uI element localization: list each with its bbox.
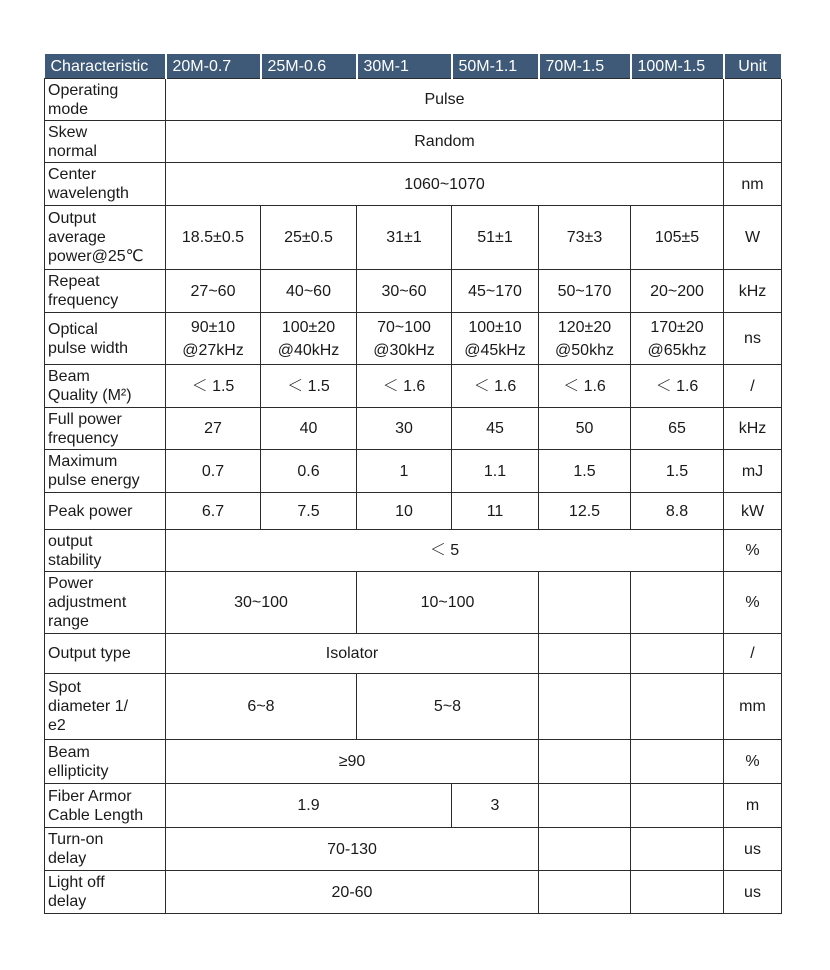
table-row [45,79,782,121]
unit-cell: % [724,530,782,572]
row-label-line: range [48,613,89,630]
row-label-line: wavelength [48,185,129,202]
unit-cell: / [724,634,782,674]
table-row [45,674,782,740]
value-cell: 30~60 [357,270,452,313]
row-label-line: Skew [48,123,88,141]
value-cell [631,871,724,914]
row-label [45,313,166,365]
row-label-line: Maximum [48,453,118,470]
unit-cell: / [724,365,782,408]
value-cell: 27 [166,408,261,450]
row-label-line: Light off [48,874,105,891]
value-cell [539,871,631,914]
unit-cell: mm [724,674,782,740]
value-cell: 1.5 [539,450,631,493]
row-label [45,450,166,493]
value-cell: 45 [452,408,539,450]
value-cell: 25±0.5 [261,206,357,270]
row-label-line: Center [48,166,97,183]
value-cell: ＜ 1.6 [539,365,631,408]
row-label-line: Optical [48,320,98,338]
row-label-line: Power [48,575,94,592]
row-label [45,572,166,634]
unit-cell: us [724,871,782,914]
unit-cell: ns [724,313,782,365]
header-model: 70M-1.5 [539,54,631,79]
value-cell: 30 [357,408,452,450]
value-cell: 51±1 [452,206,539,270]
value-cell: ≥90 [166,740,539,784]
unit-cell [724,121,782,163]
row-label-line: pulse energy [48,472,140,489]
unit-cell: kW [724,493,782,530]
table-row [45,206,782,270]
value-cell: 70~100 @30kHz [357,313,452,365]
value-cell: 27~60 [166,270,261,313]
value-cell [631,572,724,634]
value-cell: 30~100 [166,572,357,634]
value-cell: 12.5 [539,493,631,530]
row-label-line: normal [48,142,97,160]
value-cell: 6~8 [166,674,357,740]
row-label-line: stability [48,551,102,569]
value-cell: 10~100 [357,572,539,634]
value-cell: 6.7 [166,493,261,530]
value-cell [539,634,631,674]
row-label [45,530,166,572]
row-label [45,784,166,828]
header-model: 100M-1.5 [631,54,724,79]
header-model: 30M-1 [357,54,452,79]
row-label [45,828,166,871]
table-row [45,828,782,871]
value-cell: 65 [631,408,724,450]
value-cell: 18.5±0.5 [166,206,261,270]
row-label [45,163,166,206]
value-cell: ＜ 1.5 [261,365,357,408]
unit-cell: nm [724,163,782,206]
row-label-line: Repeat [48,273,100,290]
value-cell [539,828,631,871]
row-label-line: frequency [48,429,119,447]
value-cell [539,740,631,784]
table-row [45,572,782,634]
table-row [45,493,782,530]
row-label-line: ellipticity [48,762,109,780]
row-label [45,634,166,674]
row-label-line: Quality (M²) [48,387,132,404]
value-cell [631,740,724,784]
value-cell: ＜ 1.6 [631,365,724,408]
row-label-line: Full power [48,410,122,428]
value-cell: 1 [357,450,452,493]
row-label-line: delay [48,850,87,867]
row-label [45,270,166,313]
value-cell: 20~200 [631,270,724,313]
row-label-line: Turn-on [48,831,104,848]
row-label-line: power@25℃ [48,248,144,265]
table-row [45,270,782,313]
value-cell: 70-130 [166,828,539,871]
value-cell: 170±20 @65khz [631,313,724,365]
table-row [45,871,782,914]
value-cell: 73±3 [539,206,631,270]
table-row [45,408,782,450]
row-label [45,408,166,450]
value-cell: 0.7 [166,450,261,493]
value-cell: Isolator [166,634,539,674]
table-row [45,365,782,408]
row-label-line: adjustment [48,594,127,611]
value-cell: 45~170 [452,270,539,313]
value-cell: 100±20 @40kHz [261,313,357,365]
row-label-line: Spot [48,679,81,696]
row-label-line: pulse width [48,339,129,357]
table-row [45,740,782,784]
value-cell: 31±1 [357,206,452,270]
value-cell: 8.8 [631,493,724,530]
table-row [45,450,782,493]
unit-cell: us [724,828,782,871]
row-label-line: e2 [48,717,66,734]
unit-cell: kHz [724,408,782,450]
value-cell: ＜ 1.5 [166,365,261,408]
table-row [45,784,782,828]
value-cell: 120±20 @50khz [539,313,631,365]
value-cell: ＜ 1.6 [357,365,452,408]
value-cell: 1.5 [631,450,724,493]
value-cell [539,674,631,740]
row-label-line: diameter 1/ [48,698,129,715]
table-row [45,313,782,365]
table-row [45,163,782,206]
header-unit: Unit [724,54,782,79]
row-label-line: Operating [48,81,119,99]
spec-table [44,54,783,914]
value-cell [631,634,724,674]
header-characteristic: Characteristic [45,54,166,79]
value-cell [539,784,631,828]
row-label-line: frequency [48,292,119,309]
unit-cell: % [724,572,782,634]
value-cell: 20-60 [166,871,539,914]
row-label [45,121,166,163]
table-row [45,121,782,163]
value-cell: 105±5 [631,206,724,270]
value-cell: 3 [452,784,539,828]
row-label-line: mode [48,100,89,118]
unit-cell: % [724,740,782,784]
row-label [45,740,166,784]
row-label [45,365,166,408]
value-cell: 5~8 [357,674,539,740]
value-cell: 50 [539,408,631,450]
value-cell: Random [166,121,724,163]
value-cell: 7.5 [261,493,357,530]
row-label-line: Output [48,210,97,227]
value-cell: 10 [357,493,452,530]
row-label-line: output [48,532,93,550]
value-cell: ＜ 1.6 [452,365,539,408]
value-cell [631,828,724,871]
value-cell: 1.9 [166,784,452,828]
value-cell: 11 [452,493,539,530]
value-cell: Pulse [166,79,724,121]
row-label-line: Cable Length [48,806,144,824]
row-label [45,674,166,740]
row-label [45,79,166,121]
row-label-line: delay [48,893,87,910]
value-cell [631,674,724,740]
value-cell [539,572,631,634]
value-cell: 0.6 [261,450,357,493]
value-cell: 90±10 @27kHz [166,313,261,365]
header-row [45,54,782,79]
row-label-line: Fiber Armor [48,787,132,805]
unit-cell [724,79,782,121]
value-cell: 40~60 [261,270,357,313]
value-cell: 1.1 [452,450,539,493]
row-label-line: Beam [48,368,90,385]
row-label [45,493,166,530]
table-row [45,634,782,674]
value-cell: 1060~1070 [166,163,724,206]
header-model: 50M-1.1 [452,54,539,79]
value-cell [631,784,724,828]
header-model: 20M-0.7 [166,54,261,79]
row-label [45,206,166,270]
row-label-line: Beam [48,743,90,761]
value-cell: 40 [261,408,357,450]
header-model: 25M-0.6 [261,54,357,79]
row-label-line: average [48,229,106,246]
unit-cell: mJ [724,450,782,493]
row-label-line: Peak power [48,502,133,520]
value-cell: ＜ 5 [166,530,724,572]
table-row [45,530,782,572]
unit-cell: W [724,206,782,270]
row-label [45,871,166,914]
unit-cell: kHz [724,270,782,313]
value-cell: 50~170 [539,270,631,313]
unit-cell: m [724,784,782,828]
value-cell: 100±10 @45kHz [452,313,539,365]
row-label-line: Output type [48,645,131,662]
